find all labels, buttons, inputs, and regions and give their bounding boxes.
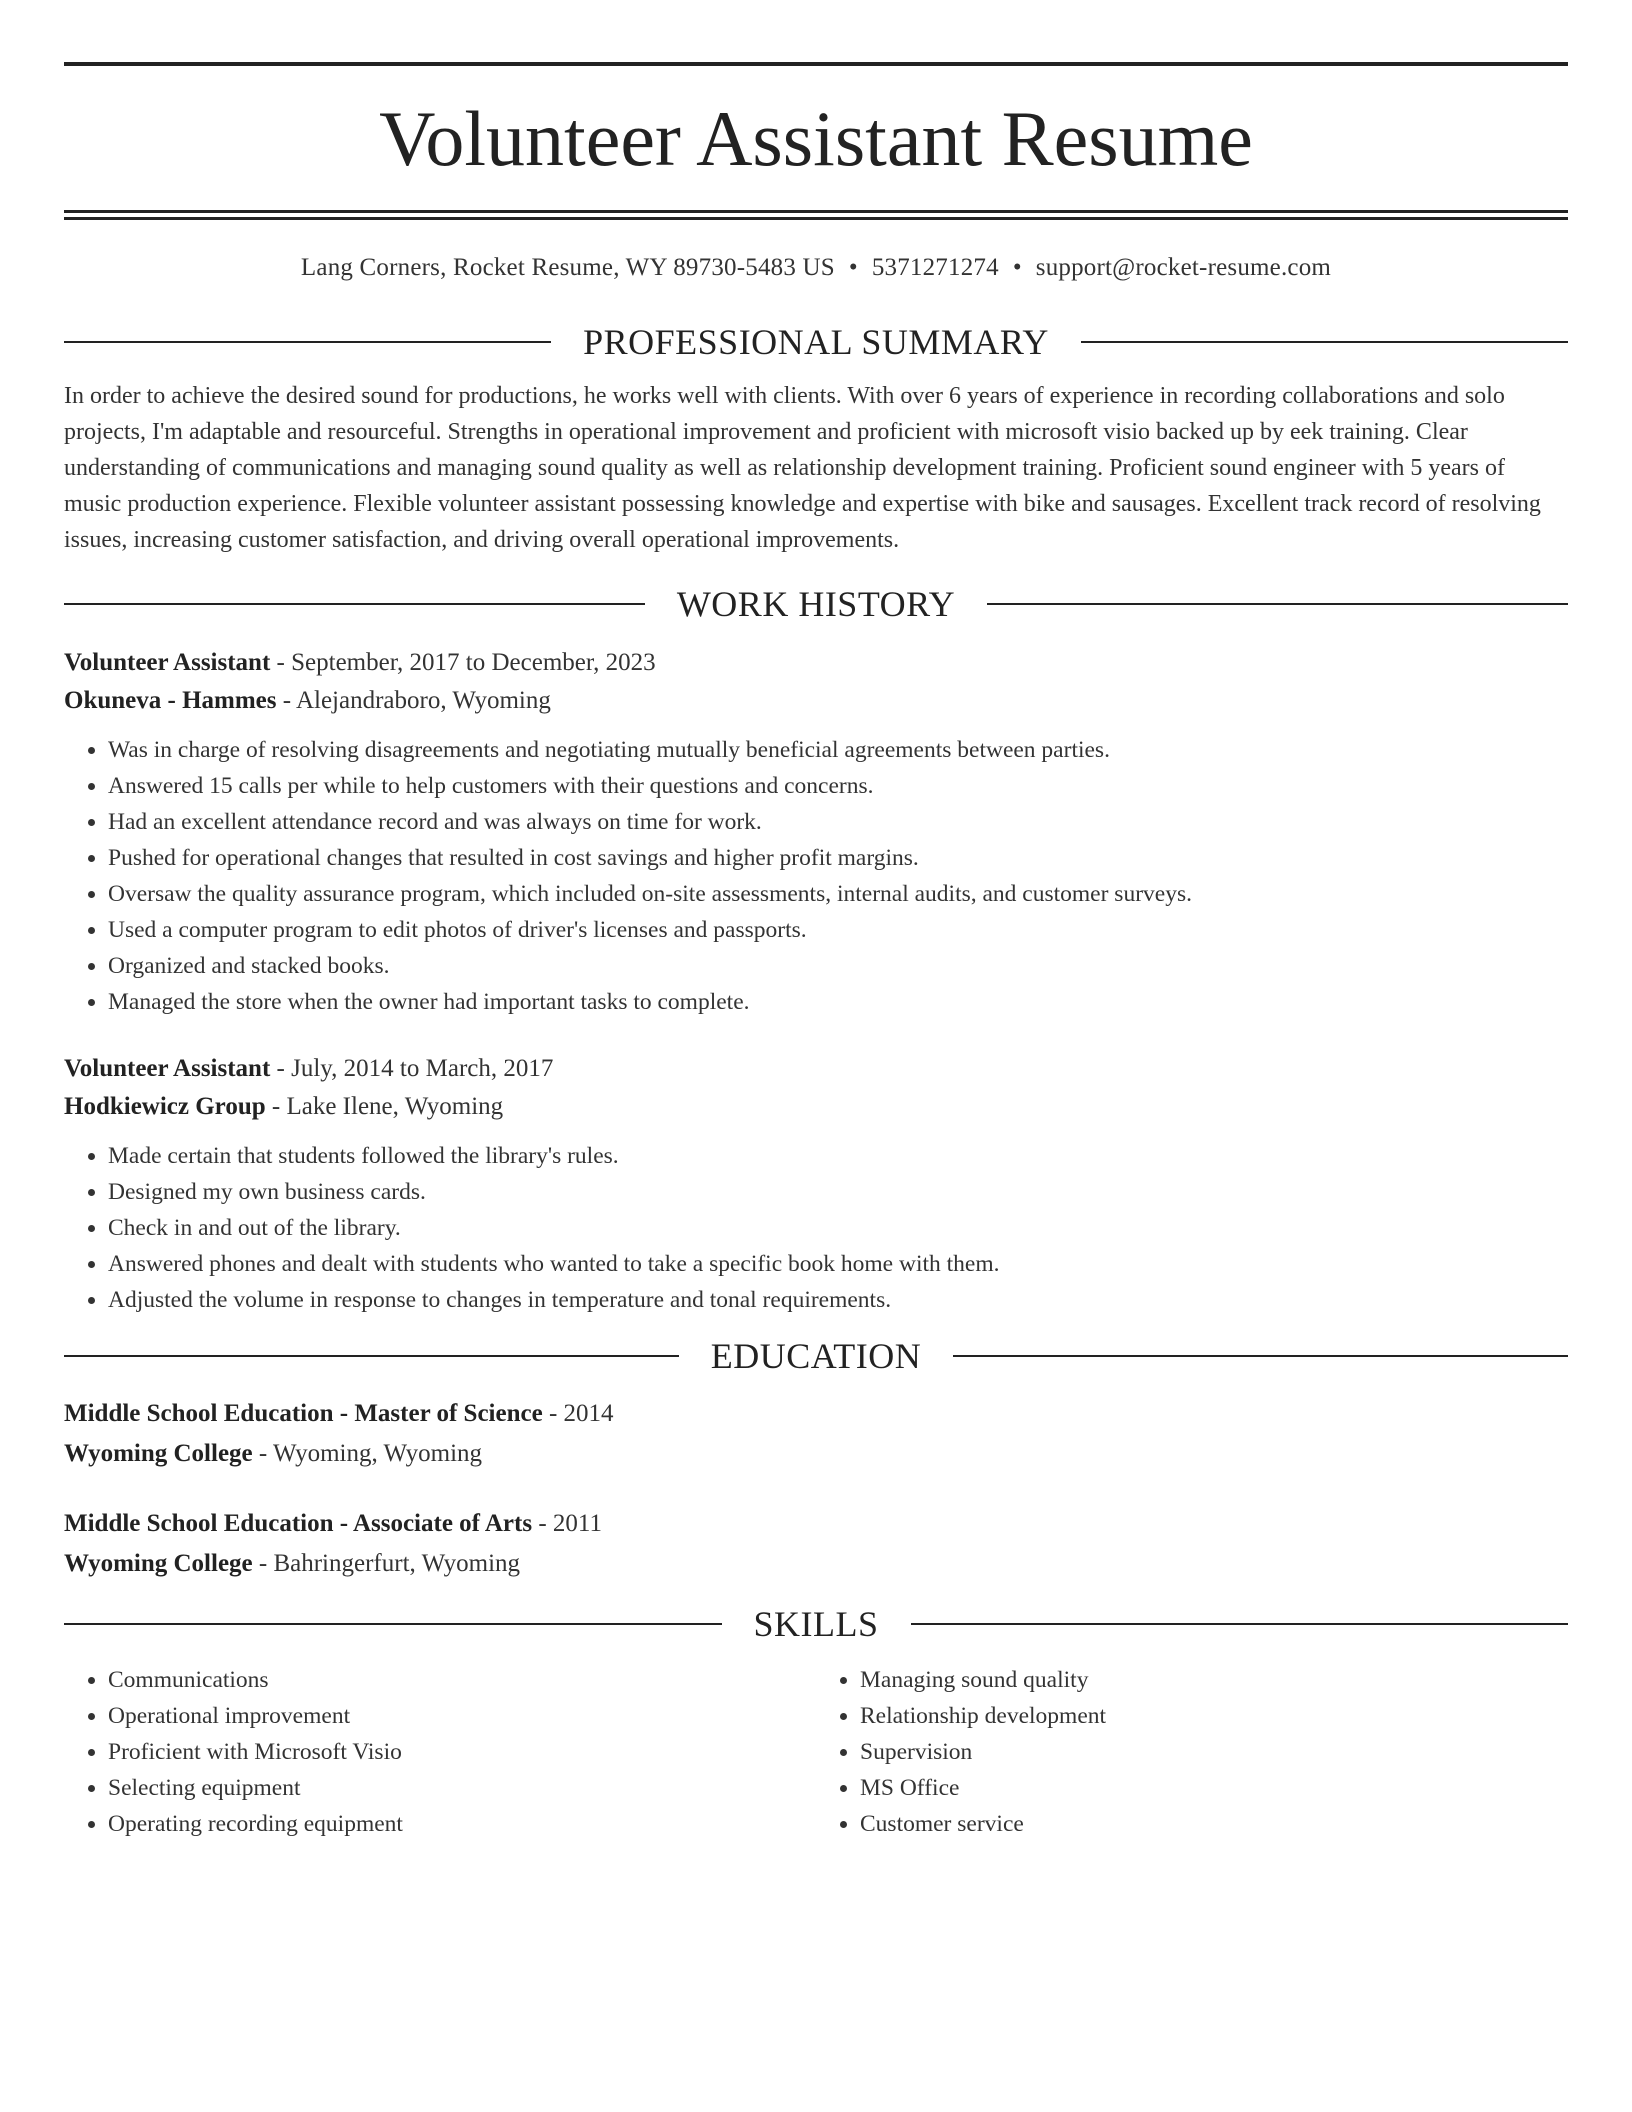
skill-item: • Proficient with Microsoft Visio — [108, 1734, 816, 1770]
job-bullets — [64, 732, 1568, 1020]
job-dates: - July, 2014 to March, 2017 — [270, 1055, 554, 1082]
list-item: • Used a computer program to edit photos of driver's licenses and passports. — [108, 912, 1568, 948]
list-item: • Organized and stacked books. — [108, 948, 1568, 984]
education-entry — [64, 1504, 1568, 1584]
skill-item: • Customer service — [860, 1806, 1568, 1842]
contact-phone: 5371271274 — [871, 254, 999, 281]
contact-address: Lang Corners, Rocket Resume, WY 89730-5483 US — [300, 254, 835, 281]
list-item: • Was in charge of resolving disagreements and negotiating mutually beneficial agreements between parties. — [108, 732, 1568, 768]
job-title-line — [64, 644, 1568, 682]
skills-column-left — [64, 1662, 816, 1842]
education-degree: Middle School Education - Master of Science — [64, 1400, 543, 1427]
section-title-summary: PROFESSIONAL SUMMARY — [583, 322, 1049, 362]
skill-item: • Communications — [108, 1662, 816, 1698]
job-title: Volunteer Assistant — [64, 649, 271, 676]
divider-line — [64, 603, 645, 605]
job-company: Okuneva - Hammes — [64, 687, 277, 714]
skills-list — [64, 1662, 1568, 1842]
job-company-line — [64, 682, 1568, 720]
education-school: Wyoming College — [64, 1550, 253, 1577]
job-company: Hodkiewicz Group — [64, 1093, 266, 1120]
divider-line — [1081, 341, 1568, 343]
divider-line — [911, 1623, 1569, 1625]
job-dates: - September, 2017 to December, 2023 — [270, 649, 656, 676]
skill-item: • Operational improvement — [108, 1698, 816, 1734]
education-degree: Middle School Education - Associate of Arts — [64, 1510, 533, 1537]
job-entry — [64, 644, 1568, 1020]
list-item: • Had an excellent attendance record and was always on time for work. — [108, 804, 1568, 840]
education-school-line — [64, 1544, 1568, 1584]
list-item: • Designed my own business cards. — [108, 1174, 1568, 1210]
section-header-education — [64, 1338, 1568, 1374]
section-header-work — [64, 586, 1568, 622]
education-location: - Bahringerfurt, Wyoming — [252, 1550, 521, 1577]
contact-separator: • — [848, 254, 858, 281]
education-location: - Wyoming, Wyoming — [252, 1440, 483, 1467]
divider-line — [64, 341, 551, 343]
skill-item: • MS Office — [860, 1770, 1568, 1806]
education-entry — [64, 1394, 1568, 1474]
job-company-line — [64, 1088, 1568, 1126]
section-title-work: WORK HISTORY — [676, 584, 956, 624]
job-title: Volunteer Assistant — [64, 1055, 271, 1082]
list-item: • Made certain that students followed the library's rules. — [108, 1138, 1568, 1174]
section-header-summary — [64, 324, 1568, 360]
education-school: Wyoming College — [64, 1440, 253, 1467]
skill-item: • Operating recording equipment — [108, 1806, 816, 1842]
summary-text: In order to achieve the desired sound for productions, he works well with clients. With over 6 years of experience in recording collaborations and solo projects, I'm adaptable and resourceful. Strengths in operational improvement and proficient with microsoft visio backed up by eek training. Clear understanding of communications and managing sound quality as well as relationship development training. Proficient sound engineer with 5 years of music production experience. Flexible volunteer assistant possessing knowledge and expertise with bike and sausages. Excellent track record of resolving issues, increasing customer satisfaction, and driving overall operational improvements. — [64, 383, 1541, 553]
list-item: • Check in and out of the library. — [108, 1210, 1568, 1246]
list-item: • Adjusted the volume in response to changes in temperature and tonal requirements. — [108, 1282, 1568, 1318]
job-bullets — [64, 1138, 1568, 1318]
section-title-skills: SKILLS — [753, 1604, 879, 1644]
contact-line — [64, 254, 1568, 282]
contact-separator: • — [1012, 254, 1022, 281]
education-school-line — [64, 1434, 1568, 1474]
divider-line — [64, 1355, 679, 1357]
skill-item: • Relationship development — [860, 1698, 1568, 1734]
skill-item: • Supervision — [860, 1734, 1568, 1770]
job-location: - Lake Ilene, Wyoming — [265, 1093, 504, 1120]
list-item: • Answered phones and dealt with students who wanted to take a specific book home with them. — [108, 1246, 1568, 1282]
list-item: • Managed the store when the owner had important tasks to complete. — [108, 984, 1568, 1020]
divider-line — [64, 1623, 722, 1625]
section-title-education: EDUCATION — [710, 1336, 922, 1376]
education-degree-line — [64, 1504, 1568, 1544]
divider-line — [987, 603, 1568, 605]
list-item: • Answered 15 calls per while to help customers with their questions and concerns. — [108, 768, 1568, 804]
skills-column-right — [816, 1662, 1568, 1842]
contact-email[interactable]: support@rocket-resume.com — [1035, 254, 1332, 281]
resume-title: Volunteer Assistant Resume — [379, 95, 1253, 182]
job-entry — [64, 1050, 1568, 1318]
skill-item: • Selecting equipment — [108, 1770, 816, 1806]
education-year: - 2011 — [532, 1510, 602, 1537]
education-year: - 2014 — [542, 1400, 614, 1427]
job-title-line — [64, 1050, 1568, 1088]
education-degree-line — [64, 1394, 1568, 1434]
skill-item: • Managing sound quality — [860, 1662, 1568, 1698]
section-header-skills — [64, 1606, 1568, 1642]
list-item: • Oversaw the quality assurance program, which included on-site assessments, internal audits, and customer surveys. — [108, 876, 1568, 912]
job-location: - Alejandraboro, Wyoming — [276, 687, 551, 714]
divider-line — [953, 1355, 1568, 1357]
title-double-rule — [64, 210, 1568, 220]
list-item: • Pushed for operational changes that resulted in cost savings and higher profit margins. — [108, 840, 1568, 876]
